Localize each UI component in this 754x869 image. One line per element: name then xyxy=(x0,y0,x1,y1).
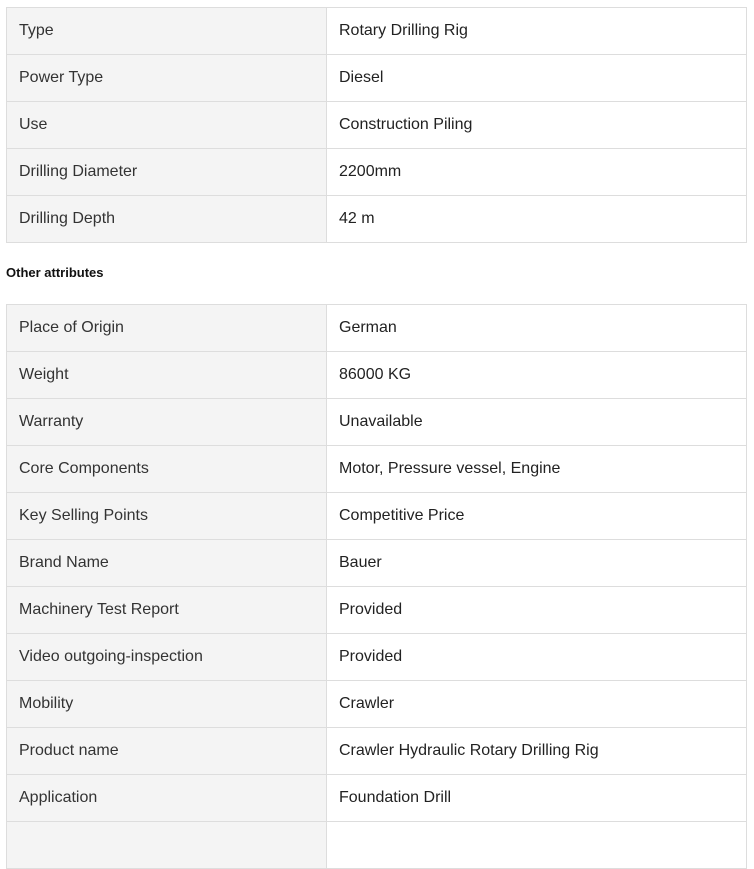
table-row xyxy=(7,352,747,399)
attribute-label: Video outgoing-inspection xyxy=(7,634,327,681)
table-row xyxy=(7,305,747,352)
attribute-value: Provided xyxy=(327,634,747,681)
attribute-label: Mobility xyxy=(7,681,327,728)
attribute-value: Unavailable xyxy=(327,399,747,446)
attribute-value: Rotary Drilling Rig xyxy=(327,8,747,55)
attribute-value: Competitive Price xyxy=(327,493,747,540)
table-row xyxy=(7,775,747,822)
attribute-value: Foundation Drill xyxy=(327,775,747,822)
table-row xyxy=(7,634,747,681)
attribute-label: Key Selling Points xyxy=(7,493,327,540)
attribute-value: Crawler Hydraulic Rotary Drilling Rig xyxy=(327,728,747,775)
attribute-value: Construction Piling xyxy=(327,102,747,149)
key-attributes-table xyxy=(6,7,747,243)
table-row xyxy=(7,196,747,243)
table-row xyxy=(7,446,747,493)
attribute-value: German xyxy=(327,305,747,352)
table-row xyxy=(7,587,747,634)
table-row xyxy=(7,149,747,196)
attribute-value xyxy=(327,822,747,869)
attribute-label: Power Type xyxy=(7,55,327,102)
attribute-value: Provided xyxy=(327,587,747,634)
attribute-label: Product name xyxy=(7,728,327,775)
table-row xyxy=(7,822,747,869)
attribute-label: Place of Origin xyxy=(7,305,327,352)
table-row xyxy=(7,728,747,775)
table-row xyxy=(7,493,747,540)
table-row xyxy=(7,681,747,728)
attribute-value: Bauer xyxy=(327,540,747,587)
attribute-value: Crawler xyxy=(327,681,747,728)
attribute-label: Drilling Depth xyxy=(7,196,327,243)
attribute-label: Warranty xyxy=(7,399,327,446)
table-row xyxy=(7,540,747,587)
other-attributes-table xyxy=(6,304,747,869)
table-row xyxy=(7,8,747,55)
attribute-label: Machinery Test Report xyxy=(7,587,327,634)
attribute-value: Motor, Pressure vessel, Engine xyxy=(327,446,747,493)
attribute-label: Type xyxy=(7,8,327,55)
table-row xyxy=(7,102,747,149)
attribute-value: 86000 KG xyxy=(327,352,747,399)
attribute-label: Drilling Diameter xyxy=(7,149,327,196)
table-row xyxy=(7,399,747,446)
other-attributes-heading: Other attributes xyxy=(6,265,104,280)
attribute-label: Use xyxy=(7,102,327,149)
attribute-label: Brand Name xyxy=(7,540,327,587)
table-row xyxy=(7,55,747,102)
attribute-value: Diesel xyxy=(327,55,747,102)
attribute-value: 42 m xyxy=(327,196,747,243)
attribute-label: Application xyxy=(7,775,327,822)
attribute-value: 2200mm xyxy=(327,149,747,196)
attribute-label xyxy=(7,822,327,869)
attribute-label: Weight xyxy=(7,352,327,399)
attribute-label: Core Components xyxy=(7,446,327,493)
